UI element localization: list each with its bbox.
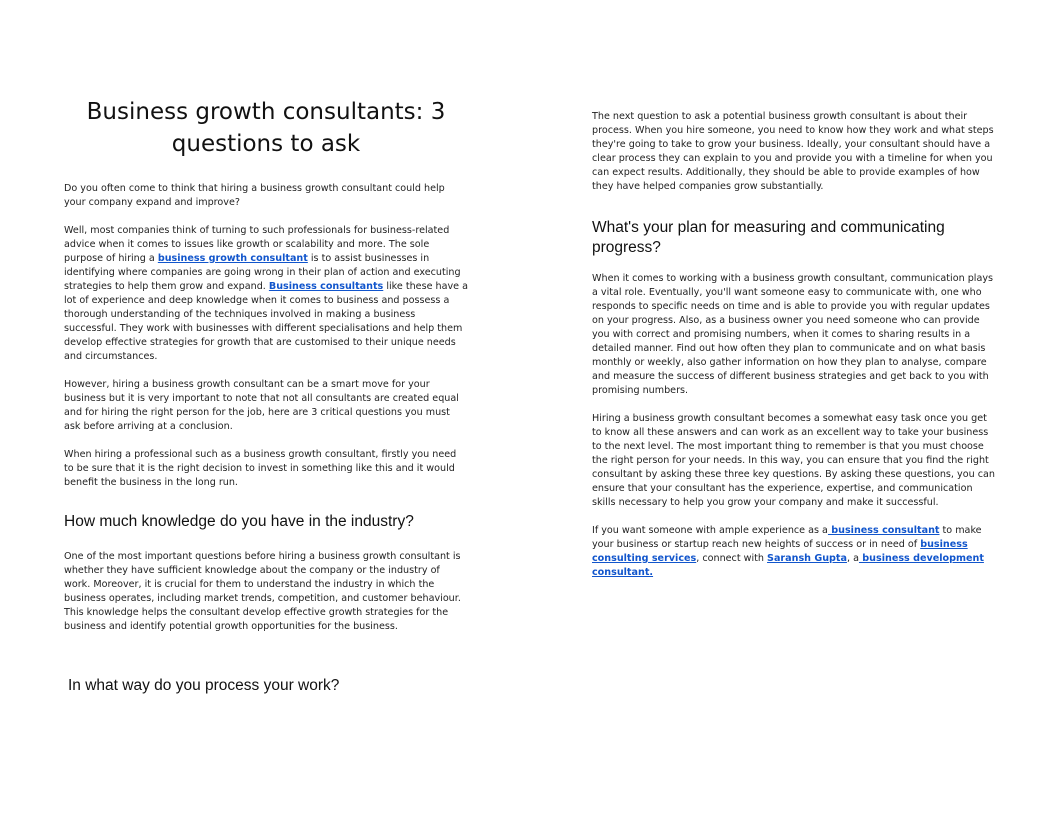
- business-consulting-services-link[interactable]: business consulting services: [592, 539, 968, 564]
- saransh-gupta-link[interactable]: Saransh Gupta: [767, 553, 847, 564]
- communication-paragraph: When it comes to working with a business growth consultant, communication plays a vital role. Eventually, you'll want someone easy to communicate with, one who responds to specific needs on time and is able to provide you with regular updates on your progress. Also, as a business owner you need someone who can provide you with correct and promising numbers, when it comes to sharing results in a detailed manner. Find out how often they plan to communicate and on what basis monthly or weekly, also gather information on how they plan to analyse, compare and measure the success of different business strategies and get back to you with promising numbers.: [592, 273, 994, 396]
- contact-paragraph: [592, 524, 996, 580]
- right-column: [592, 110, 996, 594]
- process-heading: In what way do you process your work?: [68, 677, 340, 694]
- process-paragraph: The next question to ask a potential business growth consultant is about their process. When you hire someone, you need to know how they work and what steps they're going to take to grow your business. Ideally, your consultant should have a clear process they can explain to you and provide you with a timeline for when you can expect results. Additionally, they should be able to provide examples of how they have helped companies grow substantially.: [592, 111, 994, 192]
- progress-heading: What's your plan for measuring and communicating progress?: [592, 219, 945, 256]
- business-development-consultant-link[interactable]: business development consultant.: [592, 553, 984, 578]
- text-run: , connect with: [696, 553, 768, 564]
- business-consultants-link[interactable]: Business consultants: [268, 281, 384, 292]
- text-run: to make your business or startup reach new heights of success or in need of: [592, 525, 982, 550]
- conclusion-paragraph: Hiring a business growth consultant becomes a somewhat easy task once you get to know all these answers and can work as an excellent way to take your business to the next level. The most important thing to remember is that you must choose the right person for your needs. In this way, you can ensure that you find the right consultant by asking these three key questions. By asking these questions, you can ensure that your consultant has the experience, expertise, and communication skills necessary to help you grow your company and make it successful.: [592, 413, 995, 508]
- business-consultant-link[interactable]: business consultant: [827, 525, 940, 536]
- business-growth-consultant-link[interactable]: business growth consultant: [157, 253, 308, 264]
- purpose-paragraph: [64, 224, 468, 364]
- text-run: If you want someone with ample experience as a: [592, 525, 828, 536]
- text-run: like these have a lot of experience and deep knowledge when it comes to business and possess a thorough understanding of the techniques involved in making a business successful. They work with businesses with different specialisations and help them develop effective strategies for growth that are customised to their unique needs and circumstances.: [64, 281, 468, 362]
- knowledge-heading: How much knowledge do you have in the industry?: [64, 513, 414, 530]
- page-title: Business growth consultants: 3 questions to ask: [86, 99, 446, 157]
- text-run: is to assist businesses in identifying where companies are going wrong in their plan of action and executing strategies to help them grow and expand.: [64, 253, 461, 292]
- left-column: [64, 96, 468, 648]
- text-run: Well, most companies think of turning to such professionals for business-related advice when it comes to issues like growth or scalability and more. The sole purpose of hiring a: [64, 225, 450, 264]
- decision-paragraph: When hiring a professional such as a business growth consultant, firstly you need to be sure that it is the right decision to invest in something like this and it would benefit the business in the long run.: [64, 449, 457, 488]
- intro-paragraph: Do you often come to think that hiring a business growth consultant could help your company expand and improve?: [64, 183, 445, 208]
- text-run: , a: [846, 553, 859, 564]
- knowledge-paragraph: One of the most important questions before hiring a business growth consultant is whether they have sufficient knowledge about the company or the industry of work. Moreover, it is crucial for them to understand the industry in which the business operates, including market trends, competition, and customer behaviour. This knowledge helps the consultant develop effective growth strategies for the business and identify potential growth opportunities for the business.: [64, 551, 461, 632]
- caution-paragraph: However, hiring a business growth consultant can be a smart move for your business but it is very important to note that not all consultants are created equal and for hiring the right person for the job, here are 3 critical questions you must ask before arriving at a conclusion.: [64, 379, 459, 432]
